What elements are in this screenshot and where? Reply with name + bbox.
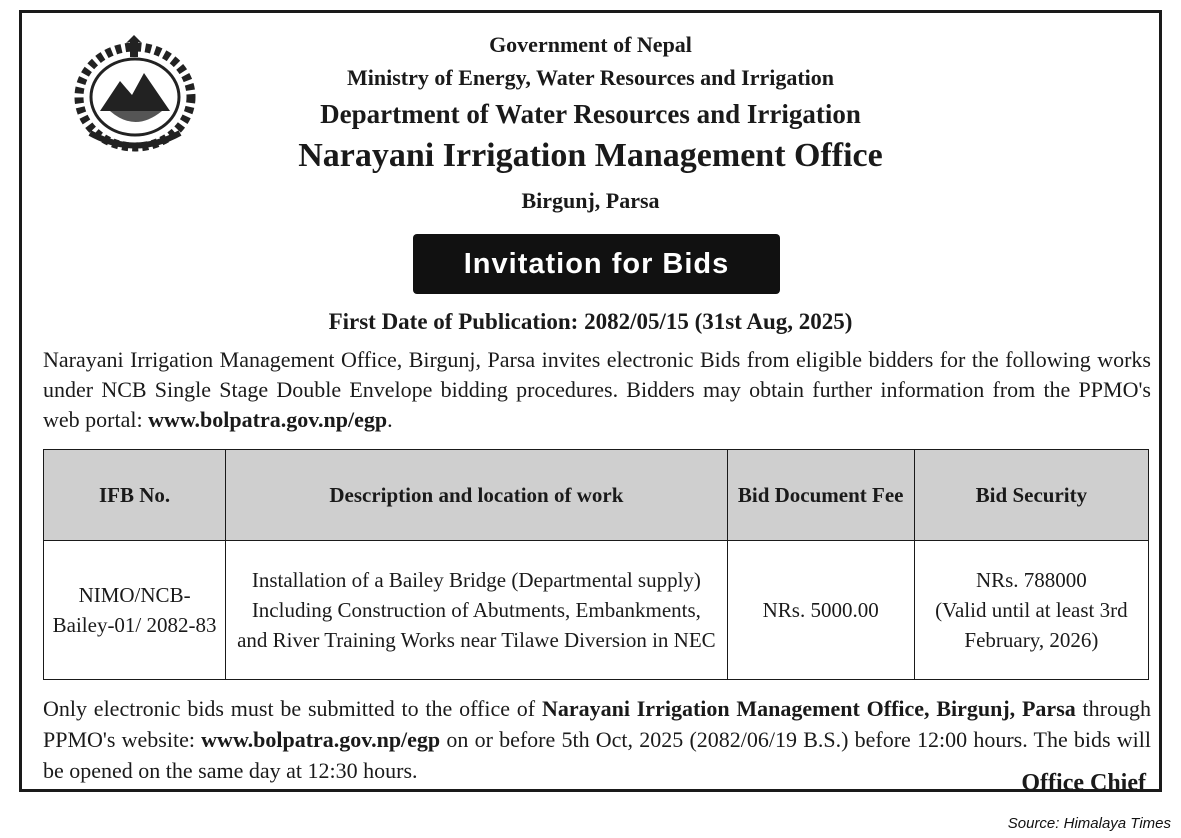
header-ifb-no: IFB No. — [44, 450, 226, 541]
header-bid-fee: Bid Document Fee — [727, 450, 914, 541]
intro-text: Narayani Irrigation Management Office, Birgunj, Parsa invites electronic Bids from eligible bidders for the following works under NCB Single Stage Double Envelope bidding procedures. Bidders may obtain further information from the PPMO's web portal: — [43, 347, 1151, 432]
table-header-row — [44, 450, 1149, 541]
cell-ifb-no: NIMO/NCB-Bailey-01/ 2082-83 — [44, 541, 226, 680]
cell-description: Installation of a Bailey Bridge (Departmental supply) Including Construction of Abutments, Embankments, and River Training Works near Tilawe Diversion in NEC — [226, 541, 727, 680]
signoff: Office Chief — [1021, 770, 1146, 796]
submission-url: www.bolpatra.gov.np/egp — [201, 727, 441, 752]
ministry-name: Ministry of Energy, Water Resources and Irrigation — [346, 65, 835, 90]
submission-text-2: through PPMO's website: — [43, 696, 1151, 752]
office-location: Birgunj, Parsa — [521, 188, 660, 213]
bids-table — [43, 449, 1149, 680]
department-name: Department of Water Resources and Irrigation — [320, 99, 861, 129]
table-row — [44, 541, 1149, 680]
submission-paragraph — [43, 693, 1151, 786]
header-bid-security: Bid Security — [914, 450, 1148, 541]
submission-text-1: Only electronic bids must be submitted to the office of — [43, 696, 542, 721]
header-description: Description and location of work — [226, 450, 727, 541]
security-validity: (Valid until at least 3rd February, 2026) — [935, 598, 1128, 652]
source-credit: Source: Himalaya Times — [1007, 815, 1171, 832]
security-amount: NRs. 788000 — [975, 568, 1087, 592]
submission-text-3: on or before 5th Oct, 2025 (2082/06/19 B.S.) before 12:00 hours. The bids will be opened on the same day at 12:30 hours. — [43, 727, 1152, 783]
cell-bid-fee: NRs. 5000.00 — [727, 541, 914, 680]
bid-notice — [19, 10, 1162, 796]
intro-end: . — [387, 407, 393, 432]
portal-url: www.bolpatra.gov.np/egp — [148, 407, 388, 432]
government-name: Government of Nepal — [489, 32, 692, 57]
submission-office: Narayani Irrigation Management Office, Birgunj, Parsa — [541, 696, 1076, 721]
publication-date: First Date of Publication: 2082/05/15 (31st Aug, 2025) — [328, 309, 853, 334]
intro-paragraph — [43, 345, 1151, 435]
notice-title: Invitation for Bids — [413, 234, 780, 294]
cell-bid-security — [914, 541, 1148, 680]
office-name: Narayani Irrigation Management Office — [298, 137, 883, 174]
